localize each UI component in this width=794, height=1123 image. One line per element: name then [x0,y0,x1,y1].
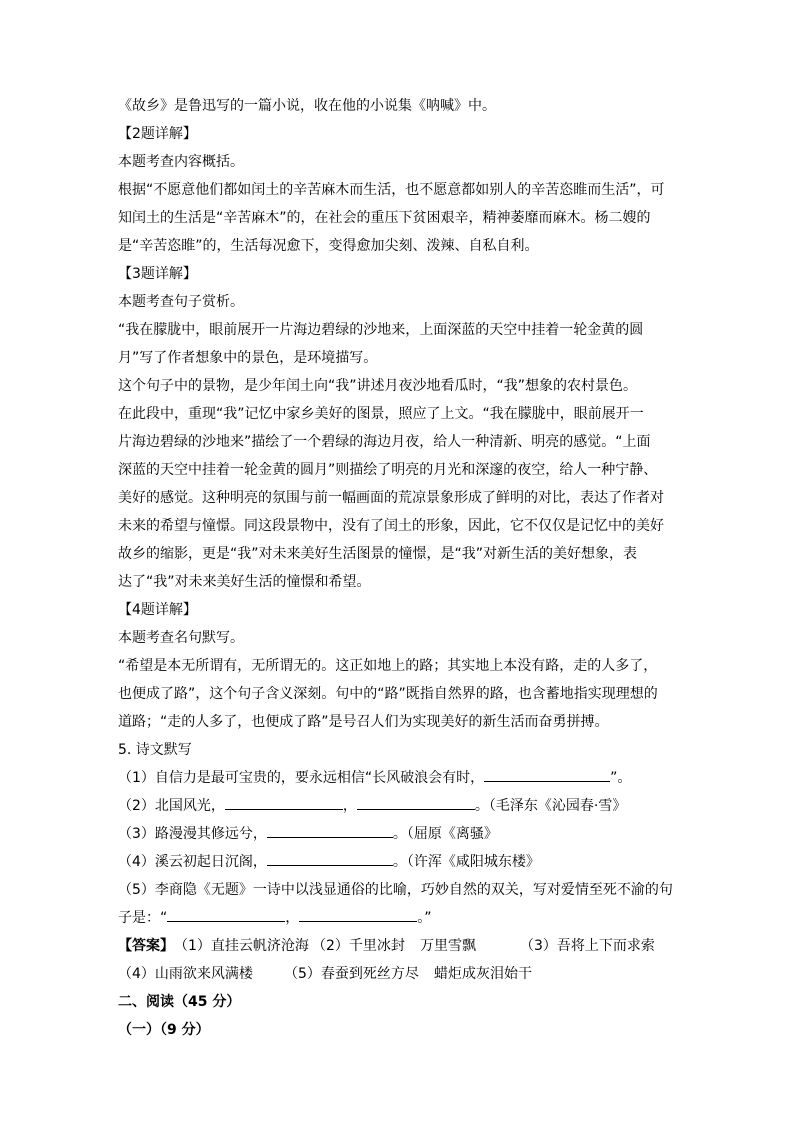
answer-item: （3）吾将上下而求索 [520,938,655,954]
answer-line-2 [118,960,678,988]
fill-question-1 [118,764,678,792]
text-line: 是“辛苦恣睢”的，生活每况愈下，变得愈加尖刻、泼辣、自私自利。 [118,238,539,254]
text-line: 达了“我”对未来美好生活的憧憬和希望。 [118,574,371,590]
question-text: 。（许浑《咸阳城东楼》 [392,854,540,870]
answer-item: （1）直挂云帆济沧海 [174,938,309,954]
text-line: 片海边碧绿的沙地来”描绘了一个碧绿的海边月夜，给人一种清新、明亮的感觉。“上面 [118,434,651,450]
section-title: 二、阅读（45 分） [118,994,241,1010]
answer-blank [299,907,417,922]
text-line: 也便成了路”，这个句子含义深刻。句中的“路”既指自然界的路，也含蓄地指实现理想的 [118,686,658,702]
question-text: 。（毛泽东《沁园春·雪》 [474,798,627,814]
text-line: 《故乡》是鲁迅写的一篇小说，收在他的小说集《呐喊》中。 [118,98,496,114]
text-line: 本题考查句子赏析。 [118,294,244,310]
question-heading: 【4题详解】 [118,602,197,618]
text-line: 故乡的缩影，更是“我”对未来美好生活图景的憧憬，是“我”对新生活的美好想象，表 [118,546,638,562]
answer-blank [225,795,343,810]
question-text: 。” [417,910,432,926]
question-text: （1）自信力是最可宝贵的，要永远相信“长风破浪会有时， [118,770,485,786]
answer-item: （5）春蚕到死丝方尽 [284,966,419,982]
answer-blank [267,823,393,838]
question-heading: 【2题详解】 [118,126,197,142]
answer-item: （4）山雨欲来风满楼 [118,966,253,982]
question-text: （3）路漫漫其修远兮， [118,826,267,842]
question-heading: 【3题详解】 [118,266,197,282]
text-line: 在此段中，重现“我”记忆中家乡美好的图景，照应了上文。“我在朦胧中，眼前展开一 [118,406,644,422]
document-body [118,92,678,1044]
text-line: 道路；“走的人多了，也便成了路”是号召人们为实现美好的新生活而奋勇拼搏。 [118,714,609,730]
text-line: “希望是本无所谓有，无所谓无的。这正如地上的路；其实地上本没有路，走的人多了， [118,658,658,674]
answer-item: （2）千里冰封 [312,938,405,954]
fill-question-4 [118,848,678,876]
text-line: 月”写了作者想象中的景色，是环境描写。 [118,350,378,366]
answer-item: 万里雪飘 [420,938,476,954]
question-text: ， [342,798,357,814]
text-line: 这个句子中的景物，是少年闰土向“我”讲述月夜沙地看瓜时，“我”想象的农村景色。 [118,378,638,394]
answer-item: 蜡炬成灰泪始干 [434,966,532,982]
question-text: 子是：“ [118,910,168,926]
text-line: 深蓝的天空中挂着一轮金黄的圆月”则描绘了明亮的月光和深邃的夜空，给人一种宁静、 [118,462,658,478]
text-line: 未来的希望与憧憬。同这段景物中，没有了闰土的形象，因此，它不仅仅是记忆中的美好 [118,518,664,534]
text-line: 美好的感觉。这种明亮的氛围与前一幅画面的荒凉景象形成了鲜明的对比，表达了作者对 [118,490,664,506]
answer-blank [484,767,610,782]
section-label: 5. 诗文默写 [118,742,192,758]
question-text: （2）北国风光， [118,798,225,814]
answer-blank [357,795,475,810]
answer-line-1 [118,932,678,960]
text-line: 本题考查内容概括。 [118,154,244,170]
answer-label: 【答案】 [118,938,174,954]
fill-question-2 [118,792,678,820]
fill-question-5: （5）李商隐《无题》一诗中以浅显通俗的比喻，巧妙自然的双关，写对爱情至死不渝的句 [118,882,673,898]
question-text: 。（屈原《离骚》 [392,826,498,842]
text-line: 根据“不愿意他们都如闰土的辛苦麻木而生活，也不愿意都如别人的辛苦恣睢而生活”，可 [118,182,665,198]
question-text: ， [285,910,300,926]
text-line: 知闰土的生活是“辛苦麻木”的，在社会的重压下贫困艰辛，精神萎靡而麻木。杨二嫂的 [118,210,651,226]
subsection-title: （一）（9 分） [118,1022,210,1038]
answer-blank [167,907,285,922]
text-line: 本题考查名句默写。 [118,630,244,646]
fill-question-3 [118,820,678,848]
question-text: （4）溪云初起日沉阁， [118,854,267,870]
fill-question-5-cont [118,904,678,932]
question-text: ”。 [610,770,632,786]
text-line: “我在朦胧中，眼前展开一片海边碧绿的沙地来，上面深蓝的天空中挂着一轮金黄的圆 [118,322,644,338]
answer-blank [267,851,393,866]
